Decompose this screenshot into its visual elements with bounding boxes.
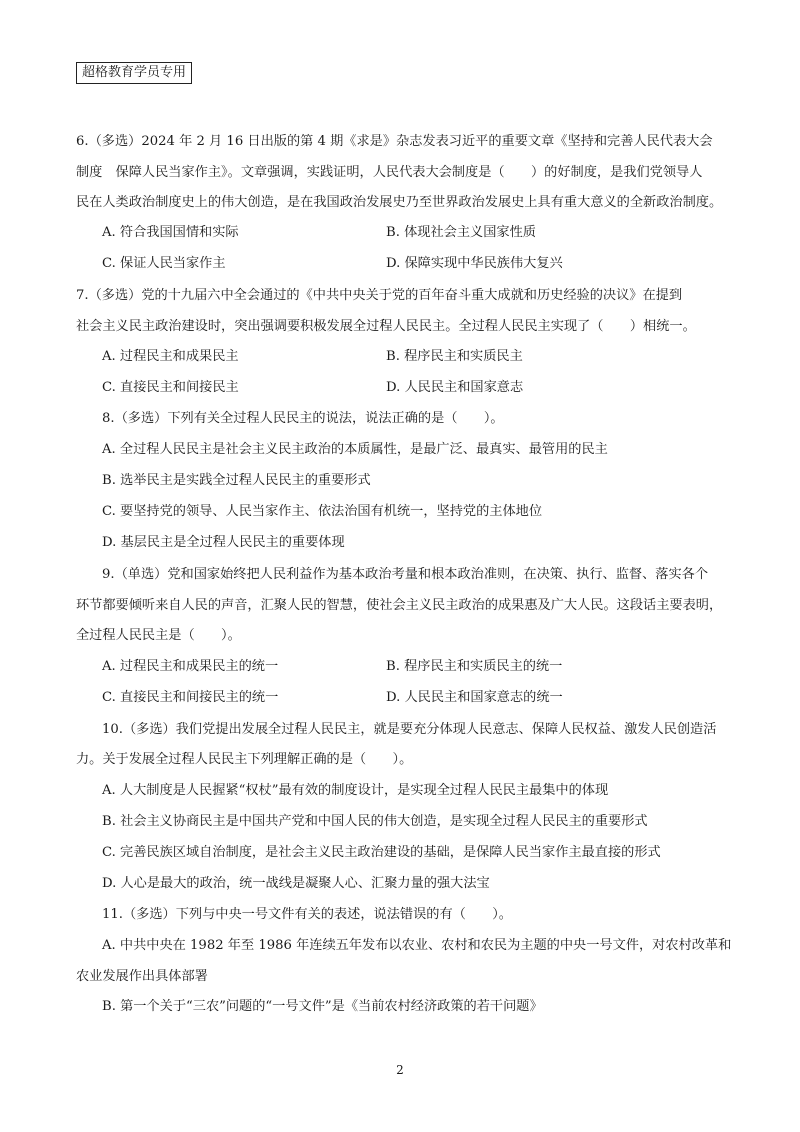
q6-option-c: C. 保证人民当家作主 [102,256,226,271]
q11-option-a-line-1: A. 中共中央在 1982 年至 1986 年连续五年发布以农业、农村和农民为主题的中央一号文件，对农村改革和 [102,938,732,953]
q10-stem-line-2: 力。关于发展全过程人民民主下列理解正确的是（ ）。 [76,752,413,767]
q11-option-a-line-2: 农业发展作出具体部署 [76,969,208,984]
q6-stem-line-2: 制度 保障人民当家作主》。文章强调，实践证明，人民代表大会制度是（ ）的好制度，是我们党领导人 [76,165,703,180]
watermark-label: 超格教育学员专用 [76,62,192,84]
q9-stem-line-3: 全过程人民民主是（ ）。 [76,628,241,643]
q8-stem-line-1: 8.（多选）下列有关全过程人民民主的说法，说法正确的是（ ）。 [102,411,504,426]
q7-option-d: D. 人民民主和国家意志 [386,380,524,395]
q9-option-a: A. 过程民主和成果民主的统一 [102,659,279,674]
q9-option-b: B. 程序民主和实质民主的统一 [386,659,563,674]
q8-option-d: D. 基层民主是全过程人民民主的重要体现 [102,535,345,550]
q11-option-b: B. 第一个关于“三农”问题的“一号文件”是《当前农村经济政策的若干问题》 [102,999,543,1014]
q7-option-a: A. 过程民主和成果民主 [102,349,239,364]
q6-option-b: B. 体现社会主义国家性质 [386,225,536,240]
q6-stem-line-3: 民在人类政治制度史上的伟大创造，是在我国政治发展史乃至世界政治发展史上具有重大意义的全新政治制度。 [76,195,723,210]
q6-option-a: A. 符合我国国情和实际 [102,225,239,240]
q7-stem-line-2: 社会主义民主政治建设时，突出强调要积极发展全过程人民民主。全过程人民民主实现了（ ）相统一。 [76,319,696,334]
q8-option-c: C. 要坚持党的领导、人民当家作主、依法治国有机统一，坚持党的主体地位 [102,504,543,519]
q9-stem-line-2: 环节都要倾听来自人民的声音，汇聚人民的智慧，使社会主义民主政治的成果惠及广大人民。这段话主要表明， [76,598,723,613]
q9-option-d: D. 人民民主和国家意志的统一 [386,690,563,705]
q8-option-b: B. 选举民主是实践全过程人民民主的重要形式 [102,473,371,488]
q7-stem-line-1: 7.（多选）党的十九届六中全会通过的《中共中央关于党的百年奋斗重大成就和历史经验的决议》在提到 [76,288,683,303]
q11-stem-line-1: 11.（多选）下列与中央一号文件有关的表述，说法错误的有（ ）。 [102,907,512,922]
q6-option-d: D. 保障实现中华民族伟大复兴 [386,256,563,271]
q10-option-b: B. 社会主义协商民主是中国共产党和中国人民的伟大创造，是实现全过程人民民主的重要形式 [102,814,648,829]
q9-stem-line-1: 9.（单选）党和国家始终把人民利益作为基本政治考量和根本政治准则，在决策、执行、监督、落实各个 [102,567,709,582]
q10-option-a: A. 人大制度是人民握紧“权杖”最有效的制度设计，是实现全过程人民民主最集中的体现 [102,783,609,798]
q10-stem-line-1: 10.（多选）我们党提出发展全过程人民民主，就是要充分体现人民意志、保障人民权益、激发人民创造活 [102,722,717,737]
q8-option-a: A. 全过程人民民主是社会主义民主政治的本质属性，是最广泛、最真实、最管用的民主 [102,442,608,457]
q9-option-c: C. 直接民主和间接民主的统一 [102,690,279,705]
q10-option-c: C. 完善民族区域自治制度，是社会主义民主政治建设的基础，是保障人民当家作主最直接的形式 [102,845,661,860]
q7-option-b: B. 程序民主和实质民主 [386,349,523,364]
page-number: 2 [396,1063,404,1077]
q10-option-d: D. 人心是最大的政治，统一战线是凝聚人心、汇聚力量的强大法宝 [102,876,490,891]
q6-stem-line-1: 6.（多选）2024 年 2 月 16 日出版的第 4 期《求是》杂志发表习近平的重要文章《坚持和完善人民代表大会 [76,134,713,149]
q7-option-c: C. 直接民主和间接民主 [102,380,239,395]
